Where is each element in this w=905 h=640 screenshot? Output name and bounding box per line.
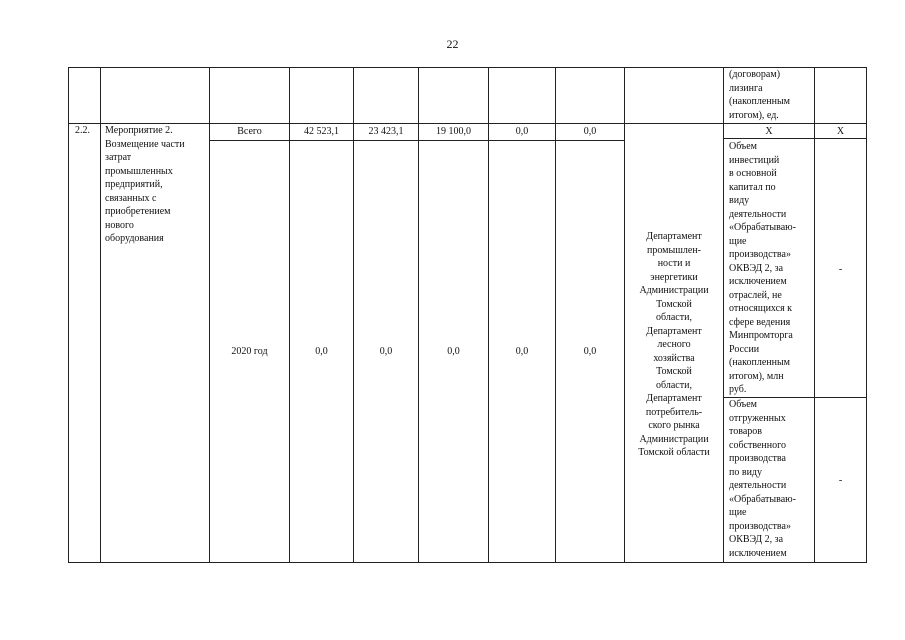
year-value-4: 0,0 [515, 346, 529, 357]
col-line-10 [814, 67, 815, 563]
indicator-1-text: Объем инвестиций в основной капитал по виду деятельности «Обрабатываю- щие производства» ОКВЭД 2, за исключением отраслей, не относящихся к сфере ведения Минпромторга России (накопленным итогом), млн руб. [729, 141, 796, 395]
col-line-2 [209, 67, 210, 563]
total-indicator-x: Х [765, 126, 773, 137]
col-line-5 [418, 67, 419, 563]
col-line-3 [289, 67, 290, 563]
col-line-9 [723, 67, 724, 563]
indicator-continuation-text: (договорам) лизинга (накопленным итогом), ед. [729, 69, 791, 121]
activity-name: Мероприятие 2. Возмещение части затрат промышленных предприятий, связанных с приобретением нового оборудования [105, 125, 185, 244]
total-indicator-value-x: Х [836, 126, 845, 137]
indicator-2-value: - [838, 475, 843, 486]
total-value-3: 19 100,0 [436, 126, 471, 137]
col-line-1 [100, 67, 101, 563]
year-value-3: 0,0 [447, 346, 460, 357]
col-line-0 [68, 67, 69, 563]
total-value-5: 0,0 [583, 126, 597, 137]
total-value-4: 0,0 [515, 126, 529, 137]
total-value-1: 42 523,1 [304, 126, 339, 137]
year-value-5: 0,0 [583, 346, 597, 357]
table-border-bottom [68, 562, 867, 563]
indicator-1-value: - [838, 264, 843, 275]
row-divider-total [210, 140, 624, 141]
year-value-1: 0,0 [315, 346, 328, 357]
page-number: 22 [446, 37, 459, 51]
total-value-2: 23 423,1 [368, 126, 404, 137]
col-line-4 [353, 67, 354, 563]
col-line-7 [555, 67, 556, 563]
indicator-2-text: Объем отгруженных товаров собственного производства по виду деятельности «Обрабатываю- щие производства» ОКВЭД 2, за исключением [729, 399, 796, 559]
col-line-6 [488, 67, 489, 563]
responsible-executor: Департамент промышлен- ности и энергетики Администрации Томской области, Департамент лесного хозяйства Томской области, Департамент потребитель- ского рынка Администрации Томской области [638, 231, 710, 458]
year-label: 2020 год [231, 346, 268, 357]
col-line-11 [866, 67, 867, 563]
row-number: 2.2. [75, 125, 90, 136]
total-label: Всего [237, 126, 262, 137]
year-value-2: 0,0 [379, 346, 393, 357]
